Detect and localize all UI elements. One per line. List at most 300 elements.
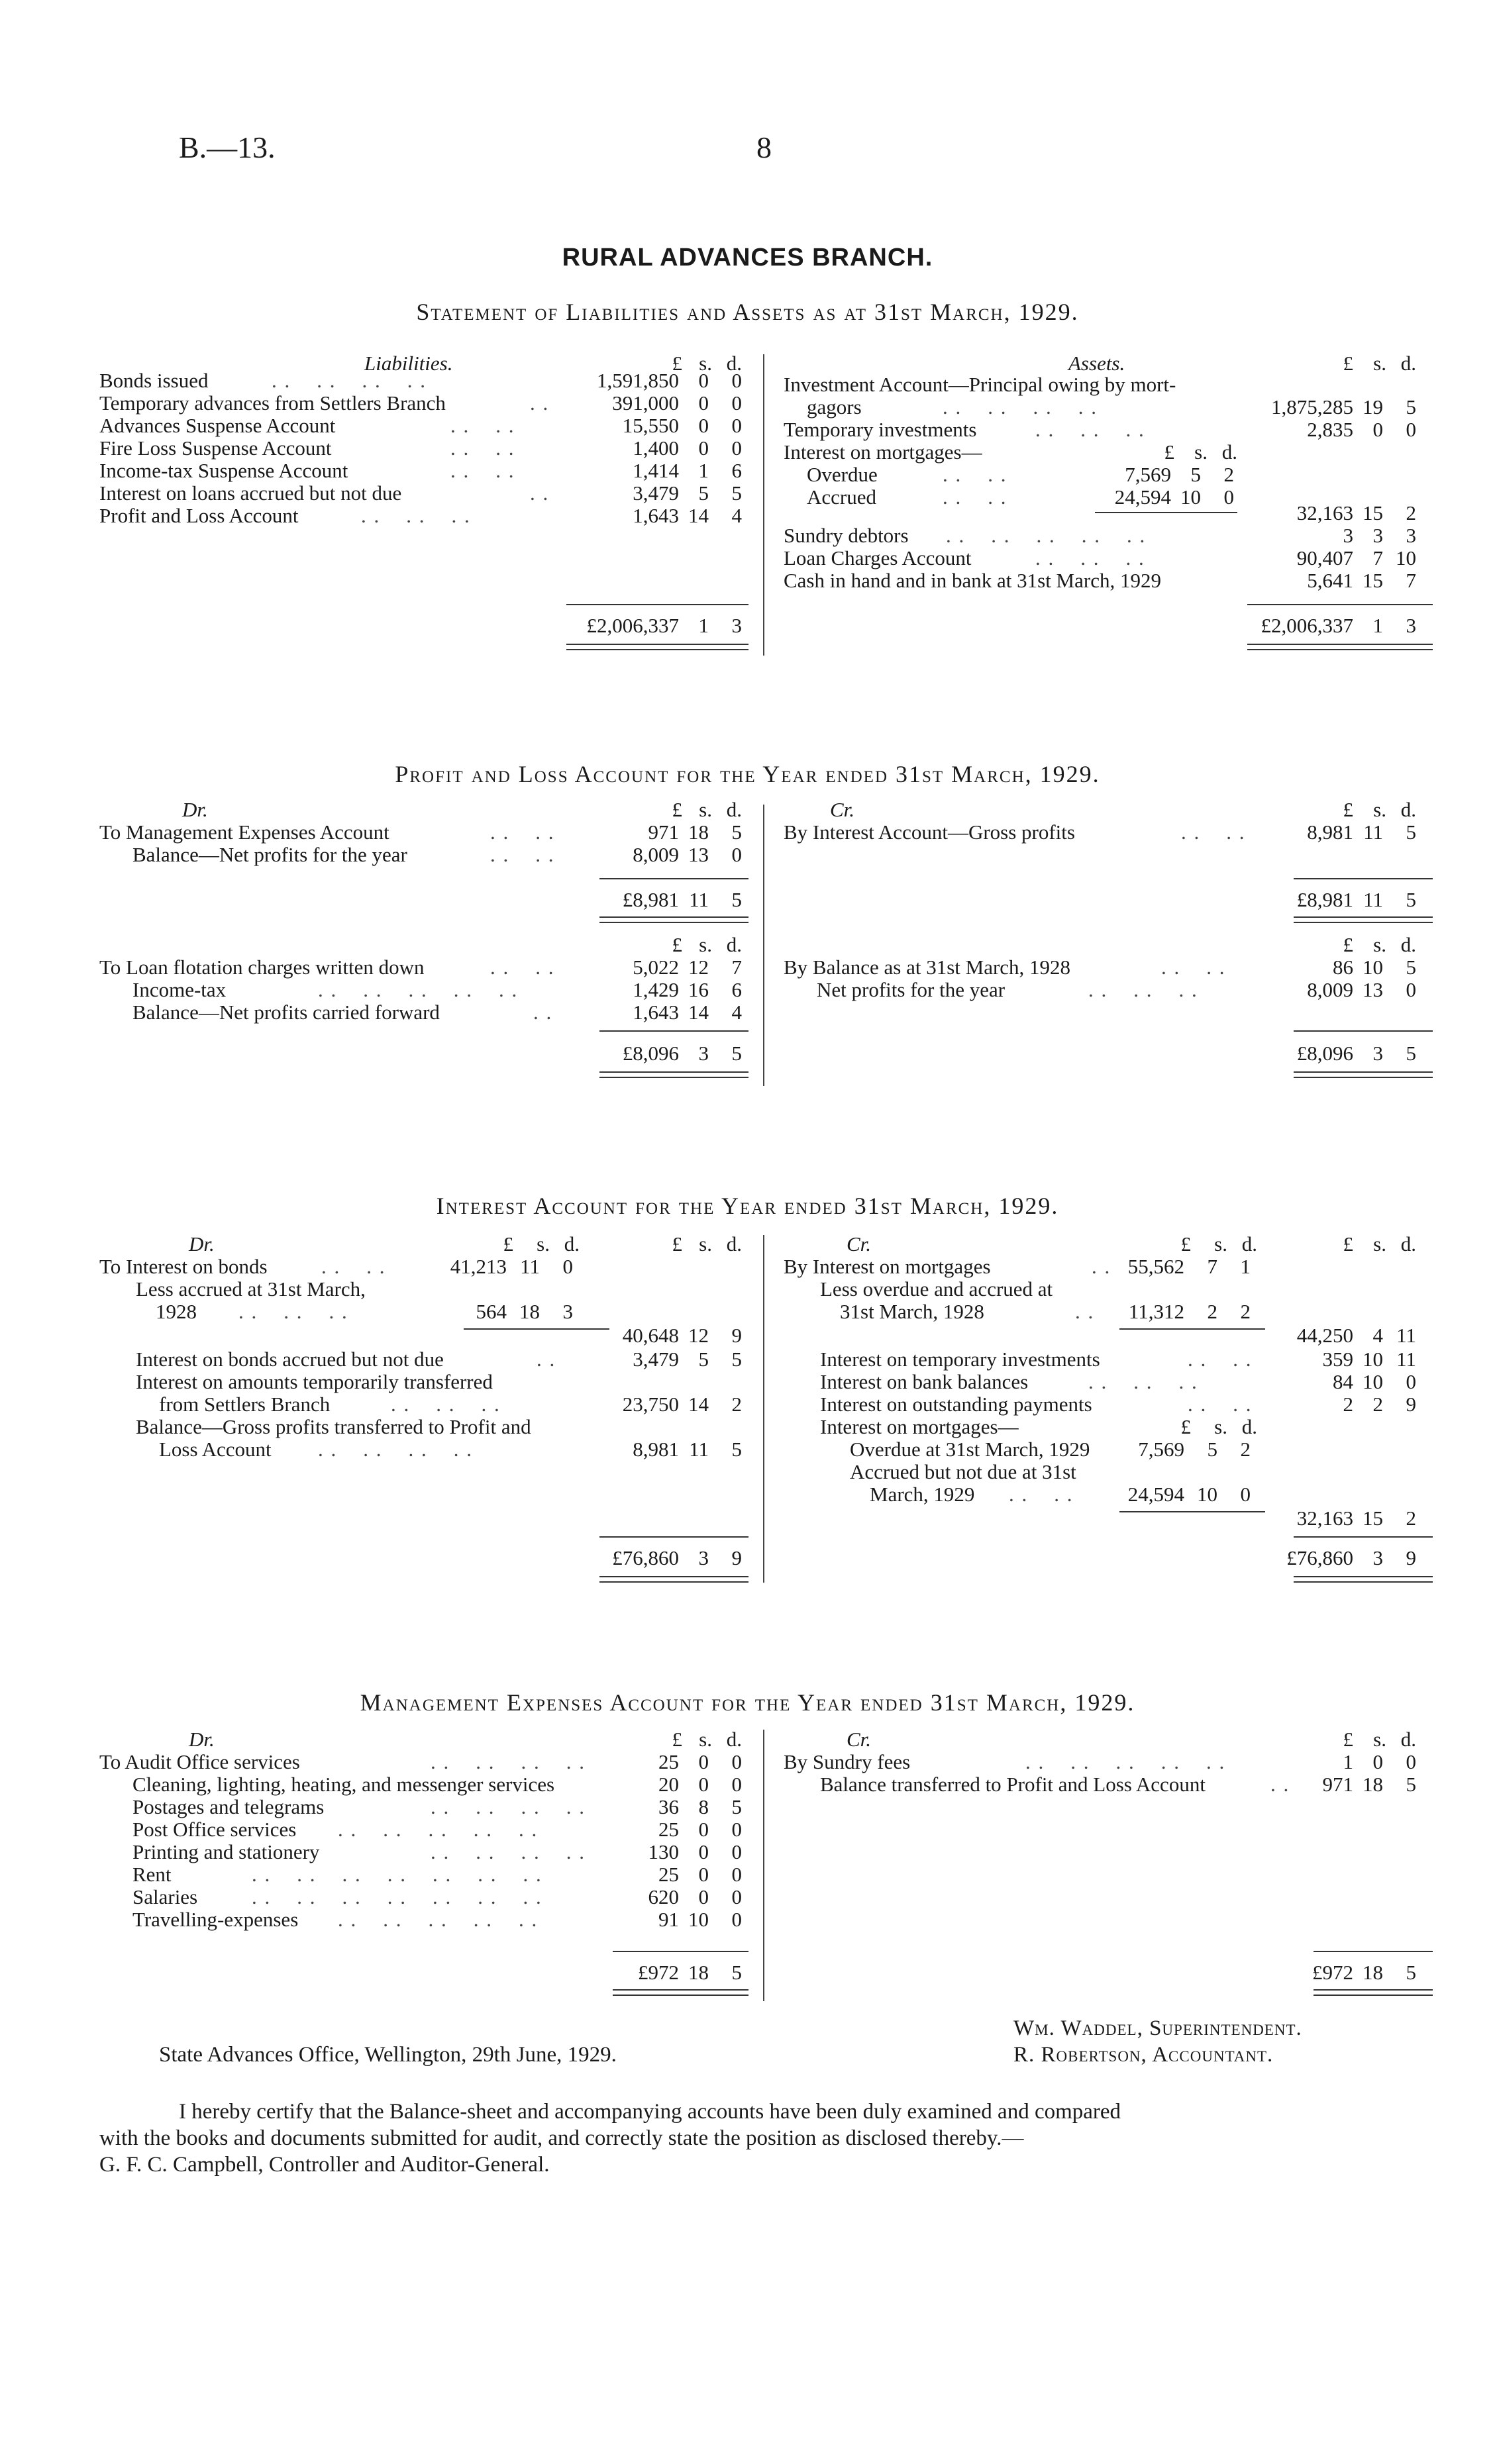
int-shillings: 12	[688, 1324, 709, 1347]
leader-dots: . . . .	[321, 1255, 386, 1278]
int-total-shillings: 3	[1372, 1546, 1383, 1569]
leader-dots: . . . .	[1188, 1393, 1253, 1416]
liability-pence: 5	[731, 481, 742, 505]
pl-pounds: 8,009	[633, 843, 679, 866]
double-rule	[1314, 1989, 1433, 1996]
int-pence: 9	[731, 1324, 742, 1347]
asset-sub-shillings: 5	[1190, 463, 1201, 486]
me-pounds: 25	[658, 1863, 679, 1886]
pl-debit-row	[99, 956, 748, 979]
pl-label: Balance—Net profits for the year	[132, 843, 407, 866]
pound-sub-head: £	[1180, 1415, 1191, 1438]
pl-total-pence: 5	[1406, 888, 1416, 911]
asset-label: gagors	[807, 395, 862, 419]
pl-pounds: 8,009	[1307, 978, 1353, 1001]
me-pence: 0	[731, 1863, 742, 1886]
me-debit-row	[99, 1818, 748, 1841]
int-pence: 11	[1396, 1324, 1416, 1347]
me-label: By Sundry fees	[784, 1750, 911, 1773]
liability-pence: 4	[731, 504, 742, 527]
assets-header-row	[784, 352, 1439, 375]
int-sub-pounds: 24,594	[1127, 1483, 1184, 1506]
me-total-shillings: 18	[688, 1961, 709, 1984]
int-debit-row	[99, 1393, 748, 1416]
d-col-head: d.	[1400, 1232, 1416, 1256]
pl-label: Income-tax	[132, 978, 227, 1001]
d-sub-head: d.	[1221, 440, 1237, 464]
leader-dots: . . . . . .	[1035, 418, 1145, 441]
me-header-row	[99, 1728, 748, 1751]
s-col-head: s.	[699, 1232, 712, 1256]
asset-row	[784, 569, 1439, 592]
rule	[613, 1951, 748, 1952]
int-shillings: 4	[1372, 1324, 1383, 1347]
liability-pounds: 1,400	[633, 436, 679, 460]
pl-shillings: 16	[688, 978, 709, 1001]
me-total-pence: 5	[731, 1961, 742, 1984]
asset-row	[784, 419, 1439, 441]
int-sub-shillings: 7	[1207, 1255, 1217, 1278]
leader-dots: . .	[1092, 1255, 1111, 1278]
pl-col-head-row	[784, 934, 1439, 956]
me-shillings: 0	[698, 1840, 709, 1863]
asset-label: Sundry debtors	[784, 524, 909, 547]
leader-dots: . . . . . . . .	[431, 1750, 586, 1773]
pl-total-pounds: £8,981	[1296, 888, 1353, 911]
liability-shillings: 5	[698, 481, 709, 505]
leader-dots: . .	[1075, 1300, 1095, 1323]
cr-label: Cr.	[847, 1728, 872, 1751]
page-reference: B.—13.	[179, 130, 276, 164]
liabilities-total-row	[99, 615, 748, 637]
dr-label: Dr.	[189, 1728, 215, 1751]
pl-credit-total-row	[784, 889, 1439, 911]
rule	[599, 1536, 748, 1538]
pound-col-head: £	[672, 933, 682, 956]
me-pence: 0	[731, 1773, 742, 1796]
certificate-line-2: with the books and documents submitted for audit, and correctly state the position as disclosed thereby.—	[99, 2126, 1024, 2150]
liability-pounds: 15,550	[622, 414, 679, 437]
pl-label: Net profits for the year	[817, 978, 1005, 1001]
me-label: Rent	[132, 1863, 172, 1886]
double-rule	[613, 1989, 748, 1996]
leader-dots: . . . .	[490, 820, 555, 844]
int-cr-header-row	[784, 1233, 1439, 1256]
int-sub-pounds: 55,562	[1127, 1255, 1184, 1278]
asset-label: Interest on mortgages—	[784, 440, 982, 464]
me-label: Salaries	[132, 1885, 198, 1908]
pound-col-head: £	[672, 1232, 682, 1256]
d-sub-head: d.	[1241, 1232, 1257, 1256]
page-number: 8	[756, 130, 772, 164]
pound-sub-head: £	[503, 1232, 513, 1256]
me-pounds: 25	[658, 1818, 679, 1841]
me-debit-row	[99, 1796, 748, 1818]
interest-title: Interest Account for the Year ended 31st March, 1929.	[436, 1193, 1059, 1219]
me-cr-header-row	[784, 1728, 1439, 1751]
int-pounds: 32,163	[1296, 1506, 1353, 1530]
liability-pence: 0	[731, 391, 742, 415]
asset-sub-pence: 2	[1223, 463, 1234, 486]
leader-dots: . . . .	[490, 956, 555, 979]
me-pounds: 91	[658, 1908, 679, 1931]
asset-row	[784, 373, 1439, 396]
pl-total-shillings: 11	[1363, 888, 1383, 911]
int-label: Interest on amounts temporarily transferred	[136, 1370, 493, 1393]
liability-label: Income-tax Suspense Account	[99, 459, 348, 482]
liability-label: Fire Loss Suspense Account	[99, 436, 332, 460]
assets-heading: Assets.	[1068, 352, 1125, 375]
me-total-shillings: 18	[1363, 1961, 1383, 1984]
me-debit-row	[99, 1751, 748, 1773]
int-label: Loss Account	[159, 1438, 272, 1461]
int-shillings: 14	[688, 1393, 709, 1416]
leader-dots: . . . . . . . . . . . . . .	[252, 1885, 542, 1908]
liability-row	[99, 482, 748, 505]
int-shillings: 2	[1372, 1393, 1383, 1416]
liability-row	[99, 370, 748, 392]
balance-sheet-divider	[763, 354, 764, 656]
leader-dots: . .	[530, 481, 550, 505]
management-divider	[763, 1730, 764, 2001]
pl-pounds: 971	[648, 820, 679, 844]
pl-debit-total-row	[99, 1042, 748, 1065]
d-sub-head: d.	[1241, 1415, 1257, 1438]
leader-dots: . . . .	[1188, 1348, 1253, 1371]
me-pence: 0	[731, 1818, 742, 1841]
asset-pounds: 1,875,285	[1271, 395, 1353, 419]
int-credit-row	[784, 1278, 1439, 1301]
pl-pence: 5	[731, 820, 742, 844]
me-debit-row	[99, 1841, 748, 1863]
int-pence: 2	[1406, 1506, 1416, 1530]
me-pence: 0	[1406, 1750, 1416, 1773]
asset-row	[784, 464, 1439, 486]
pl-shillings: 11	[1363, 820, 1383, 844]
pl-credit-total-row	[784, 1042, 1439, 1065]
pl-credit-row	[784, 821, 1439, 844]
leader-dots: . . . . . .	[1035, 546, 1145, 569]
pl-total-pounds: £8,096	[1296, 1042, 1353, 1065]
office-date-line: State Advances Office, Wellington, 29th June, 1929.	[159, 2043, 617, 2067]
liability-shillings: 1	[698, 459, 709, 482]
liability-row	[99, 392, 748, 415]
int-label: Interest on bonds accrued but not due	[136, 1348, 444, 1371]
liabilities-total-pence: 3	[731, 614, 742, 637]
pl-label: To Management Expenses Account	[99, 820, 389, 844]
me-pounds: 25	[658, 1750, 679, 1773]
pl-pounds: 86	[1333, 956, 1353, 979]
asset-pence: 5	[1406, 395, 1416, 419]
s-col-head: s.	[1373, 933, 1386, 956]
pl-credit-row	[784, 979, 1439, 1001]
int-label: Interest on bank balances	[820, 1370, 1029, 1393]
me-pounds: 1	[1343, 1750, 1353, 1773]
leader-dots: . . . . . .	[361, 504, 471, 527]
me-credit-row	[784, 1773, 1439, 1796]
pl-debit-total-row	[99, 889, 748, 911]
liability-pence: 0	[731, 436, 742, 460]
int-shillings: 11	[689, 1438, 709, 1461]
asset-label: Cash in hand and in bank at 31st March, 1929	[784, 569, 1161, 592]
liability-row	[99, 460, 748, 482]
leader-dots: . . . . . . . .	[943, 395, 1098, 419]
pl-shillings: 13	[688, 843, 709, 866]
s-col-head: s.	[699, 798, 712, 821]
liability-shillings: 0	[698, 369, 709, 392]
liability-row	[99, 415, 748, 437]
pound-sub-head: £	[1180, 1232, 1191, 1256]
me-pounds: 971	[1322, 1773, 1353, 1796]
leader-dots: . . . . . . . . . .	[318, 978, 519, 1001]
assets-total-row	[784, 615, 1439, 637]
certificate-line-1: I hereby certify that the Balance-sheet and accompanying accounts have been duly examined and compared	[179, 2100, 1121, 2124]
asset-label: Accrued	[807, 485, 876, 509]
me-debit-row	[99, 1773, 748, 1796]
liability-pounds: 3,479	[633, 481, 679, 505]
int-label: Less accrued at 31st March,	[136, 1277, 366, 1301]
me-pounds: 20	[658, 1773, 679, 1796]
int-label: Balance—Gross profits transferred to Profit and	[136, 1415, 531, 1438]
asset-row	[784, 524, 1439, 547]
asset-sub-shillings: 10	[1180, 485, 1201, 509]
d-col-head: d.	[1400, 933, 1416, 956]
int-label: Interest on temporary investments	[820, 1348, 1100, 1371]
rule	[1314, 1951, 1433, 1952]
leader-dots: . . . .	[1009, 1483, 1074, 1506]
int-label: To Interest on bonds	[99, 1255, 268, 1278]
int-credit-row	[784, 1438, 1439, 1461]
me-total-pounds: £972	[638, 1961, 679, 1984]
int-pounds: 3,479	[633, 1348, 679, 1371]
double-rule	[599, 1071, 748, 1078]
me-shillings: 0	[698, 1773, 709, 1796]
leader-dots: . . . .	[450, 459, 515, 482]
me-debit-row	[99, 1863, 748, 1886]
leader-dots: . . . . . . . .	[431, 1840, 586, 1863]
cr-label: Cr.	[830, 798, 855, 821]
pl-total-pence: 5	[1406, 1042, 1416, 1065]
management-title: Management Expenses Account for the Year ended 31st March, 1929.	[360, 1689, 1135, 1716]
int-pence: 5	[731, 1348, 742, 1371]
int-label: Overdue at 31st March, 1929	[850, 1438, 1090, 1461]
s-col-head: s.	[1373, 798, 1386, 821]
me-debit-total-row	[99, 1961, 748, 1984]
leader-dots: . . . .	[1161, 956, 1226, 979]
me-shillings: 8	[698, 1795, 709, 1818]
me-credit-total-row	[784, 1961, 1439, 1984]
profit-loss-title: Profit and Loss Account for the Year ended 31st March, 1929.	[395, 761, 1100, 787]
int-pence: 5	[731, 1438, 742, 1461]
s-sub-head: s.	[1194, 440, 1208, 464]
rule	[1247, 604, 1433, 605]
int-label: Accrued but not due at 31st	[850, 1460, 1076, 1483]
liability-pounds: 1,414	[633, 459, 679, 482]
liability-label: Profit and Loss Account	[99, 504, 299, 527]
int-shillings: 10	[1363, 1348, 1383, 1371]
pound-col-head: £	[1343, 933, 1353, 956]
me-debit-row	[99, 1908, 748, 1931]
pound-col-head: £	[672, 798, 682, 821]
pl-pence: 5	[1406, 820, 1416, 844]
leader-dots: . . . .	[943, 485, 1007, 509]
me-total-pounds: £972	[1312, 1961, 1353, 1984]
int-credit-row	[784, 1301, 1439, 1323]
pl-total-shillings: 3	[698, 1042, 709, 1065]
int-debit-row	[99, 1301, 748, 1323]
liabilities-total-pounds: £2,006,337	[586, 614, 679, 637]
leader-dots: . .	[537, 1348, 556, 1371]
d-col-head: d.	[1400, 352, 1416, 375]
int-credit-row	[784, 1324, 1439, 1347]
int-header-row	[99, 1233, 748, 1256]
int-sub-pounds: 11,312	[1128, 1300, 1184, 1323]
me-shillings: 0	[698, 1750, 709, 1773]
int-label: from Settlers Branch	[159, 1393, 331, 1416]
me-shillings: 0	[1372, 1750, 1383, 1773]
d-col-head: d.	[726, 352, 742, 375]
s-sub-head: s.	[1214, 1232, 1227, 1256]
asset-sub-pounds: 7,569	[1125, 463, 1171, 486]
me-label: To Audit Office services	[99, 1750, 300, 1773]
me-label: Printing and stationery	[132, 1840, 320, 1863]
int-debit-row	[99, 1324, 748, 1347]
s-sub-head: s.	[537, 1232, 550, 1256]
int-debit-row	[99, 1438, 748, 1461]
liability-label: Advances Suspense Account	[99, 414, 336, 437]
liabilities-heading: Liabilities.	[364, 352, 453, 375]
int-pounds: 40,648	[622, 1324, 679, 1347]
liability-shillings: 14	[688, 504, 709, 527]
me-pence: 0	[731, 1750, 742, 1773]
asset-label: Investment Account—Principal owing by mort-	[784, 373, 1176, 396]
double-rule	[599, 916, 748, 923]
asset-sub-pounds: 24,594	[1114, 485, 1171, 509]
leader-dots: . . . .	[1181, 820, 1246, 844]
pl-total-pounds: £8,096	[622, 1042, 679, 1065]
int-credit-row	[784, 1416, 1439, 1438]
me-credit-row	[784, 1751, 1439, 1773]
d-sub-head: d.	[564, 1232, 580, 1256]
double-rule	[1247, 644, 1433, 650]
int-total-pence: 9	[731, 1546, 742, 1569]
pl-pounds: 8,981	[1307, 820, 1353, 844]
me-pounds: 36	[658, 1795, 679, 1818]
rule	[599, 878, 748, 879]
leader-dots: . .	[530, 391, 550, 415]
int-sub-shillings: 18	[519, 1300, 540, 1323]
liability-pence: 0	[731, 414, 742, 437]
int-label: 1928	[156, 1300, 197, 1323]
pl-total-pounds: £8,981	[622, 888, 679, 911]
asset-shillings: 19	[1363, 395, 1383, 419]
me-label: Travelling-expenses	[132, 1908, 299, 1931]
pl-debit-row	[99, 821, 748, 844]
int-total-pounds: £76,860	[612, 1546, 679, 1569]
leader-dots: . . . . . .	[391, 1393, 501, 1416]
asset-pence: 3	[1406, 524, 1416, 547]
pl-label: By Balance as at 31st March, 1928	[784, 956, 1071, 979]
asset-shillings: 15	[1363, 569, 1383, 592]
asset-row	[784, 502, 1439, 524]
me-shillings: 0	[698, 1863, 709, 1886]
int-credit-row	[784, 1348, 1439, 1371]
int-label: Interest on outstanding payments	[820, 1393, 1092, 1416]
asset-pounds: 90,407	[1296, 546, 1353, 569]
pl-debit-row	[99, 979, 748, 1001]
int-credit-row	[784, 1256, 1439, 1278]
pl-pounds: 1,429	[633, 978, 679, 1001]
pl-pounds: 1,643	[633, 1001, 679, 1024]
me-total-pence: 5	[1406, 1961, 1416, 1984]
pound-col-head: £	[672, 1728, 682, 1751]
me-label: Postages and telegrams	[132, 1795, 325, 1818]
s-col-head: s.	[699, 933, 712, 956]
liability-pence: 6	[731, 459, 742, 482]
liability-row	[99, 505, 748, 527]
me-pence: 5	[731, 1795, 742, 1818]
asset-pounds: 5,641	[1307, 569, 1353, 592]
s-col-head: s.	[699, 1728, 712, 1751]
leader-dots: . . . . . . . .	[318, 1438, 473, 1461]
asset-label: Temporary investments	[784, 418, 977, 441]
rule	[599, 1030, 748, 1032]
me-pence: 0	[731, 1885, 742, 1908]
asset-shillings: 15	[1363, 501, 1383, 524]
pound-col-head: £	[672, 352, 682, 375]
me-pounds: 620	[648, 1885, 679, 1908]
d-col-head: d.	[1400, 1728, 1416, 1751]
dr-label: Dr.	[182, 798, 208, 821]
liability-shillings: 0	[698, 436, 709, 460]
pl-pence: 4	[731, 1001, 742, 1024]
pound-col-head: £	[1343, 798, 1353, 821]
liability-shillings: 0	[698, 391, 709, 415]
leader-dots: . . . .	[943, 463, 1007, 486]
pl-pence: 5	[1406, 956, 1416, 979]
int-total-pounds: £76,860	[1286, 1546, 1353, 1569]
asset-shillings: 7	[1372, 546, 1383, 569]
int-sub-pence: 2	[1240, 1300, 1251, 1323]
int-credit-row	[784, 1371, 1439, 1393]
leader-dots: . . . . . . . . . .	[338, 1818, 539, 1841]
s-col-head: s.	[1373, 1232, 1386, 1256]
pl-pence: 6	[731, 978, 742, 1001]
leader-dots: . . . .	[490, 843, 555, 866]
int-pence: 2	[731, 1393, 742, 1416]
cr-label: Cr.	[847, 1232, 872, 1256]
d-col-head: d.	[726, 1728, 742, 1751]
pl-label: To Loan flotation charges written down	[99, 956, 425, 979]
int-debit-row	[99, 1256, 748, 1278]
d-col-head: d.	[726, 798, 742, 821]
liability-row	[99, 437, 748, 460]
pl-shillings: 18	[688, 820, 709, 844]
assets-total-pence: 3	[1406, 614, 1416, 637]
pl-cr-header-row	[784, 799, 1439, 821]
section-title: RURAL ADVANCES BRANCH.	[562, 244, 933, 271]
asset-pounds: 3	[1343, 524, 1353, 547]
liability-label: Bonds issued	[99, 369, 209, 392]
pl-total-shillings: 11	[689, 888, 709, 911]
int-credit-row	[784, 1393, 1439, 1416]
assets-total-shillings: 1	[1372, 614, 1383, 637]
asset-pence: 2	[1406, 501, 1416, 524]
me-shillings: 0	[698, 1885, 709, 1908]
pl-header-row	[99, 799, 748, 821]
liability-pounds: 391,000	[612, 391, 679, 415]
pl-debit-row	[99, 1001, 748, 1024]
